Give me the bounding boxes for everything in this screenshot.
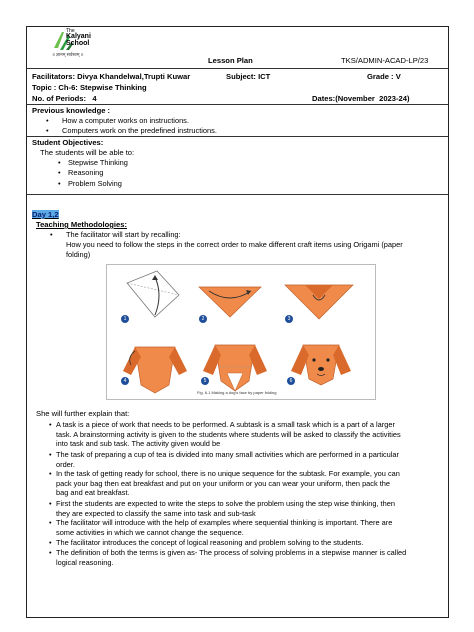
list-item-line: logical reasoning. [56, 557, 114, 567]
origami-step-4 [123, 347, 187, 393]
list-item-line: into task and sub task. The activity given would be [56, 439, 221, 449]
origami-step-2 [199, 287, 261, 317]
bullet-icon: • [49, 469, 52, 478]
list-item [49, 538, 426, 548]
divider [27, 68, 448, 69]
list-item [49, 518, 426, 537]
school-logo [50, 28, 110, 62]
step-number: 1 [121, 315, 129, 323]
origami-step-6 [291, 345, 351, 385]
recall-line-3: folding) [66, 250, 91, 259]
list-item-line: The facilitator will introduce with the help of examples where sequential thinking is important. There are [56, 518, 393, 527]
objectives-intro: The students will be able to: [40, 148, 135, 157]
previous-knowledge-heading: Previous knowledge : [32, 106, 111, 115]
step-number: 4 [121, 377, 129, 385]
step-number: 5 [201, 377, 209, 385]
list-item [49, 450, 426, 469]
figure-caption: Fig. 6.1 Making a dog's face by paper folding [197, 390, 277, 395]
list-item [49, 499, 426, 518]
list-item-line: task. A brainstorming activity is given to the students where students will be asked to classify the activities [56, 429, 401, 439]
origami-step-5 [203, 345, 267, 391]
origami-steps-illustration [107, 265, 375, 399]
list-item-line: In the task of getting ready for school, there is no unique sequence for the subtask. For example, you can [56, 469, 400, 478]
list-item [49, 420, 426, 449]
topic: Topic : Ch-6: Stepwise Thinking [32, 83, 147, 92]
periods: No. of Periods: 4 [32, 94, 97, 103]
list-item-line: bag and eat breakfast. [56, 488, 130, 498]
list-item-line: The definition of both the terms is given as- The process of solving problems in a stepwise manner is called [56, 548, 407, 557]
bullet-icon: • [49, 548, 52, 557]
grade: Grade : V [367, 72, 401, 81]
objectives-heading: Student Objectives: [32, 138, 104, 147]
bullet-icon: • [49, 538, 52, 547]
doc-code: TKS/ADMIN-ACAD-LP/23 [341, 56, 429, 65]
logo-text-school: School [66, 40, 90, 47]
origami-step-3 [285, 285, 353, 319]
list-item [49, 548, 426, 567]
dates: Dates:(November 2023-24) [312, 94, 410, 103]
subject: Subject: ICT [226, 72, 271, 81]
origami-step-1 [127, 271, 179, 317]
day-label: Day 1,2 [32, 210, 59, 219]
facilitators: Facilitators: Divya Khandelwal,Trupti Kuwar [32, 72, 191, 81]
divider [27, 104, 448, 105]
bullet-icon: • [49, 518, 52, 527]
recall-line-2: How you need to follow the steps in the correct order to make different craft items using Origami (paper [66, 240, 403, 249]
step-number: 3 [285, 315, 293, 323]
step-number: 6 [287, 377, 295, 385]
list-item-line: The facilitator introduces the concept of logical reasoning and problem solving to the students. [56, 538, 364, 547]
doc-title: Lesson Plan [208, 56, 253, 65]
list-item-line: order. [56, 459, 75, 469]
list-item-line: A task is a piece of work that needs to be performed. A subtask is a small task which is a part of a larger [56, 420, 395, 429]
list-item [49, 469, 426, 498]
divider [27, 136, 448, 137]
list-item-line: some activities in which we cannot change the sequence. [56, 527, 244, 537]
explain-intro: She will further explain that: [36, 409, 130, 418]
list-item-line: they are expected to classify the same into task and sub-task [56, 508, 256, 518]
logo-text-kalyani: Kalyani [66, 33, 91, 40]
step-number: 2 [199, 315, 207, 323]
methodologies-heading: Teaching Methodologies: [36, 220, 127, 229]
logo-tagline: ॥ ज्ञानम् सर्वस्वम् ॥ [52, 52, 84, 57]
list-item-line: First the students are expected to write the steps to solve the problem using the step wise thinking, then [56, 499, 395, 508]
bullet-icon: • [49, 420, 52, 429]
bullet-icon: • [49, 450, 52, 459]
list-item-line: pack your bag then eat breakfast and put on your uniform or you can wear your uniform, then pack the [56, 478, 391, 488]
divider [27, 194, 448, 195]
origami-figure [106, 264, 376, 400]
logo-text-the: The [66, 28, 75, 34]
list-item-line: The task of preparing a cup of tea is divided into many small activities which are performed in a particular [56, 450, 400, 459]
bullet-icon: • [49, 499, 52, 508]
